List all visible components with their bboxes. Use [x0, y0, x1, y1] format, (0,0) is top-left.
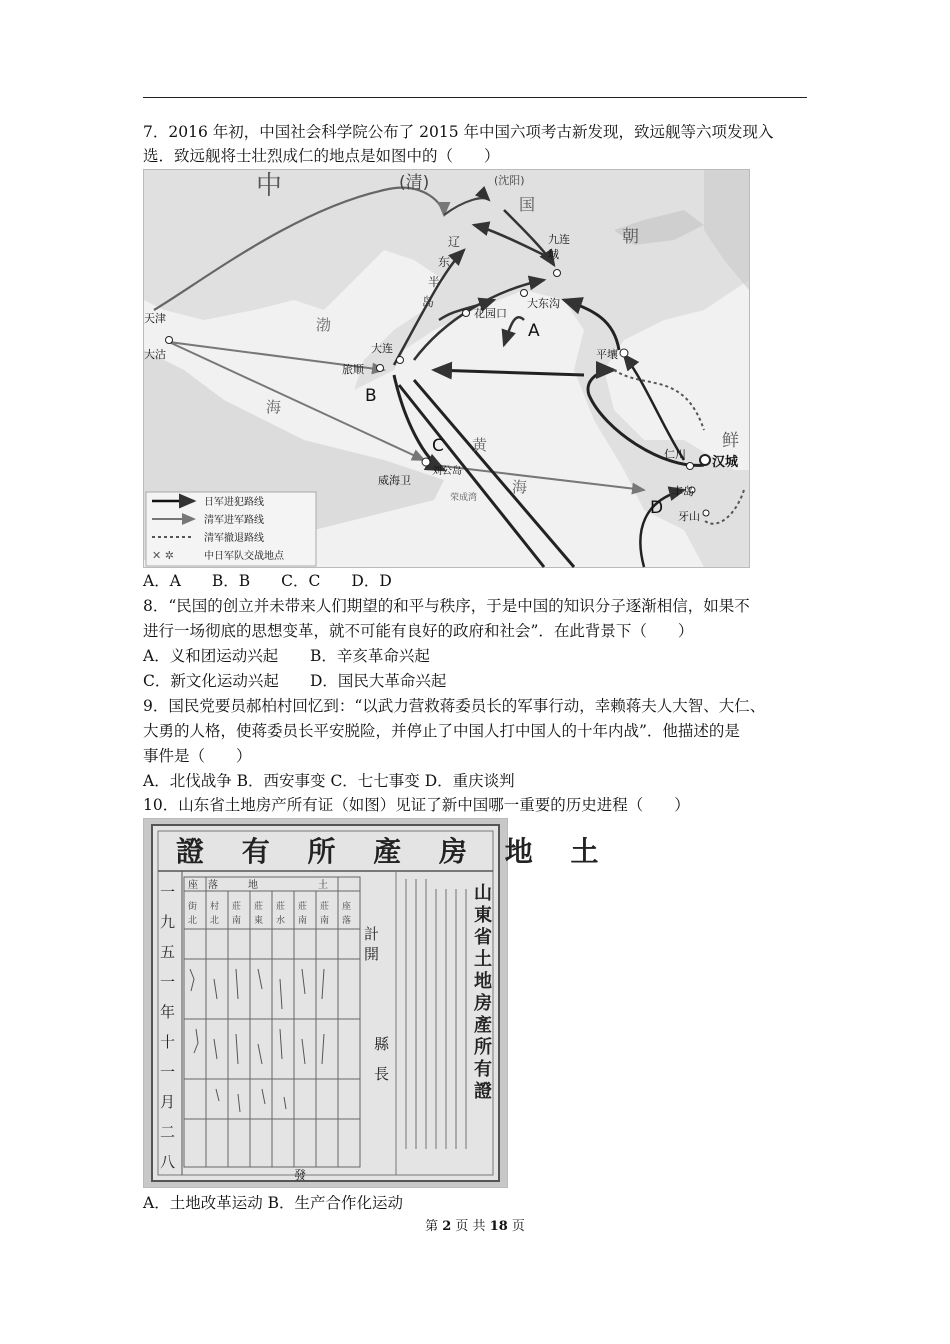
q10-options: A．土地改革运动 B．生产合作化运动	[143, 1194, 404, 1212]
svg-text:北: 北	[210, 916, 220, 926]
svg-text:產: 產	[474, 1015, 492, 1036]
svg-text:九: 九	[160, 913, 176, 931]
svg-text:南: 南	[298, 916, 308, 926]
svg-text:土: 土	[474, 949, 492, 970]
svg-text:莊: 莊	[254, 902, 264, 912]
q8-option-d: D．国民大革命兴起	[310, 672, 447, 690]
q8-stem-line2: 进行一场彻底的思想变革，就不可能有良好的政府和社会”．在此背景下（ ）	[143, 622, 694, 640]
svg-text:縣: 縣	[374, 1035, 390, 1053]
q8-stem-line1: 8．“民国的创立并未带来人们期望的和平与秩序，于是中国的知识分子逐渐相信，如果不	[143, 597, 750, 615]
svg-text:莊: 莊	[298, 902, 308, 912]
svg-text:證: 證	[474, 1081, 492, 1102]
header-rule	[143, 97, 807, 98]
svg-text:南: 南	[232, 916, 242, 926]
map-label-hai-2: 海	[512, 478, 528, 496]
svg-text:證 有 所 產 房 地 土: 證 有 所 產 房 地 土	[176, 835, 613, 868]
svg-text:五: 五	[160, 943, 176, 961]
map-place-renchuan: 仁川	[664, 448, 686, 461]
map-place-jiuliancheng-2: 城	[548, 248, 559, 261]
svg-text:有: 有	[474, 1059, 492, 1080]
svg-text:省: 省	[474, 927, 492, 948]
q7-options: A．A B．B C．C D．D	[143, 572, 392, 590]
svg-text:所: 所	[474, 1037, 492, 1058]
svg-text:座: 座	[188, 880, 198, 891]
svg-text:八: 八	[160, 1153, 176, 1171]
svg-text:北: 北	[188, 916, 198, 926]
map-place-weihaiwei: 威海卫	[378, 474, 411, 487]
footer-page-number: 2	[442, 1219, 452, 1234]
legend-qing-retreat: 清军撤退路线	[204, 533, 264, 544]
q9-options: A．北伐战争 B．西安事变 C．七七事变 D．重庆谈判	[143, 772, 515, 790]
marker-b: B	[365, 386, 377, 406]
legend-qing-advance: 清军进军路线	[204, 515, 264, 526]
svg-text:村: 村	[210, 902, 220, 912]
svg-text:✕ ✲: ✕ ✲	[152, 549, 174, 562]
map-place-hancheng: 汉城	[712, 455, 739, 470]
svg-text:月: 月	[160, 1093, 176, 1111]
footer-mid: 页 共	[455, 1219, 486, 1234]
marker-d: D	[650, 498, 664, 518]
map-label-huang: 黄	[472, 436, 488, 454]
marker-c: C	[432, 436, 444, 456]
map-place-rongchengwan: 荣成湾	[450, 493, 478, 503]
map-label-guo: 国	[519, 195, 536, 214]
map-label-dao: 岛	[422, 295, 435, 309]
svg-text:落: 落	[208, 880, 218, 891]
map-place-huayuankou: 花园口	[474, 307, 507, 320]
marker-a: A	[528, 321, 540, 341]
map-label-hai-1: 海	[266, 398, 282, 416]
land-certificate-photo	[143, 818, 613, 1188]
q9-stem-line3: 事件是（ ）	[143, 747, 252, 765]
map-place-fengdao: 丰岛	[672, 485, 694, 498]
map-label-liao: 辽	[448, 235, 461, 249]
q8-option-c: C．新文化运动兴起	[143, 672, 279, 690]
sino-japanese-war-map	[143, 169, 750, 568]
q9-stem-line2: 大勇的人格，使蒋委员长平安脱险，并停止了中国人打中国人的十年内战”．他描述的是	[143, 722, 740, 740]
svg-text:水: 水	[276, 916, 286, 926]
svg-text:地: 地	[474, 971, 492, 992]
map-label-bo: 渤	[316, 316, 332, 334]
map-label-shenyang: (沈阳)	[494, 174, 525, 187]
svg-text:東: 東	[254, 916, 264, 926]
map-place-liugongdao: 刘公岛	[432, 466, 462, 477]
map-label-xian: 鲜	[722, 431, 739, 451]
map-place-dadonggou: 大东沟	[527, 297, 560, 310]
map-place-dalian: 大连	[371, 342, 393, 355]
map-label-zhong: 中	[256, 171, 283, 201]
svg-text:莊: 莊	[320, 902, 330, 912]
svg-text:計: 計	[364, 925, 380, 943]
svg-text:十: 十	[160, 1033, 176, 1051]
q8-option-b: B．辛亥革命兴起	[310, 647, 430, 665]
map-label-dong: 东	[438, 255, 451, 269]
map-label-qing: (清)	[399, 173, 430, 193]
map-legend	[146, 492, 316, 566]
map-place-jiuliancheng-1: 九连	[548, 233, 570, 246]
svg-text:開: 開	[364, 945, 380, 963]
svg-text:二: 二	[160, 1123, 176, 1141]
svg-text:莊: 莊	[276, 902, 286, 912]
svg-text:發: 發	[294, 1168, 307, 1182]
q9-stem-line1: 9．国民党要员郝柏村回忆到：“以武力营救蒋委员长的军事行动，幸赖蒋夫人大智、大仁、	[143, 697, 766, 715]
footer-suffix: 页	[511, 1219, 525, 1234]
svg-text:一: 一	[160, 1063, 176, 1081]
legend-battle-site: 中日军队交战地点	[204, 551, 284, 562]
svg-text:長: 長	[374, 1065, 390, 1083]
map-place-dagu: 大沽	[144, 348, 166, 361]
svg-text:年: 年	[160, 1003, 176, 1021]
svg-text:南: 南	[320, 916, 330, 926]
svg-text:落: 落	[342, 916, 352, 926]
svg-text:房: 房	[474, 993, 492, 1014]
svg-text:莊: 莊	[232, 902, 242, 912]
legend-japan-attack: 日军进犯路线	[204, 497, 264, 508]
svg-text:街: 街	[188, 902, 198, 912]
svg-text:地: 地	[248, 880, 258, 891]
footer-total-pages: 18	[489, 1219, 508, 1234]
svg-text:東: 東	[474, 905, 492, 926]
map-place-tianjin: 天津	[144, 312, 166, 325]
map-place-yashan: 牙山	[678, 510, 700, 523]
page-footer	[0, 1218, 950, 1236]
svg-text:座: 座	[342, 902, 352, 912]
q10-stem: 10．山东省土地房产所有证（如图）见证了新中国哪一重要的历史进程（ ）	[143, 796, 690, 814]
svg-text:一: 一	[160, 973, 176, 991]
map-label-chao: 朝	[622, 227, 639, 247]
q7-stem-line1: 7．2016 年初，中国社会科学院公布了 2015 年中国六项考古新发现，致远舰等六项发现入	[143, 123, 774, 141]
q7-stem-line2: 选．致远舰将士壮烈成仁的地点是如图中的（ ）	[143, 147, 500, 165]
svg-text:山: 山	[474, 883, 492, 904]
svg-text:一: 一	[160, 883, 176, 901]
footer-prefix: 第	[425, 1219, 439, 1234]
map-place-lushun: 旅顺	[342, 363, 364, 376]
map-place-pingrang: 平壤	[596, 348, 618, 361]
svg-text:土: 土	[318, 880, 328, 891]
map-label-ban: 半	[428, 275, 441, 289]
q8-option-a: A．义和团运动兴起	[143, 647, 279, 665]
